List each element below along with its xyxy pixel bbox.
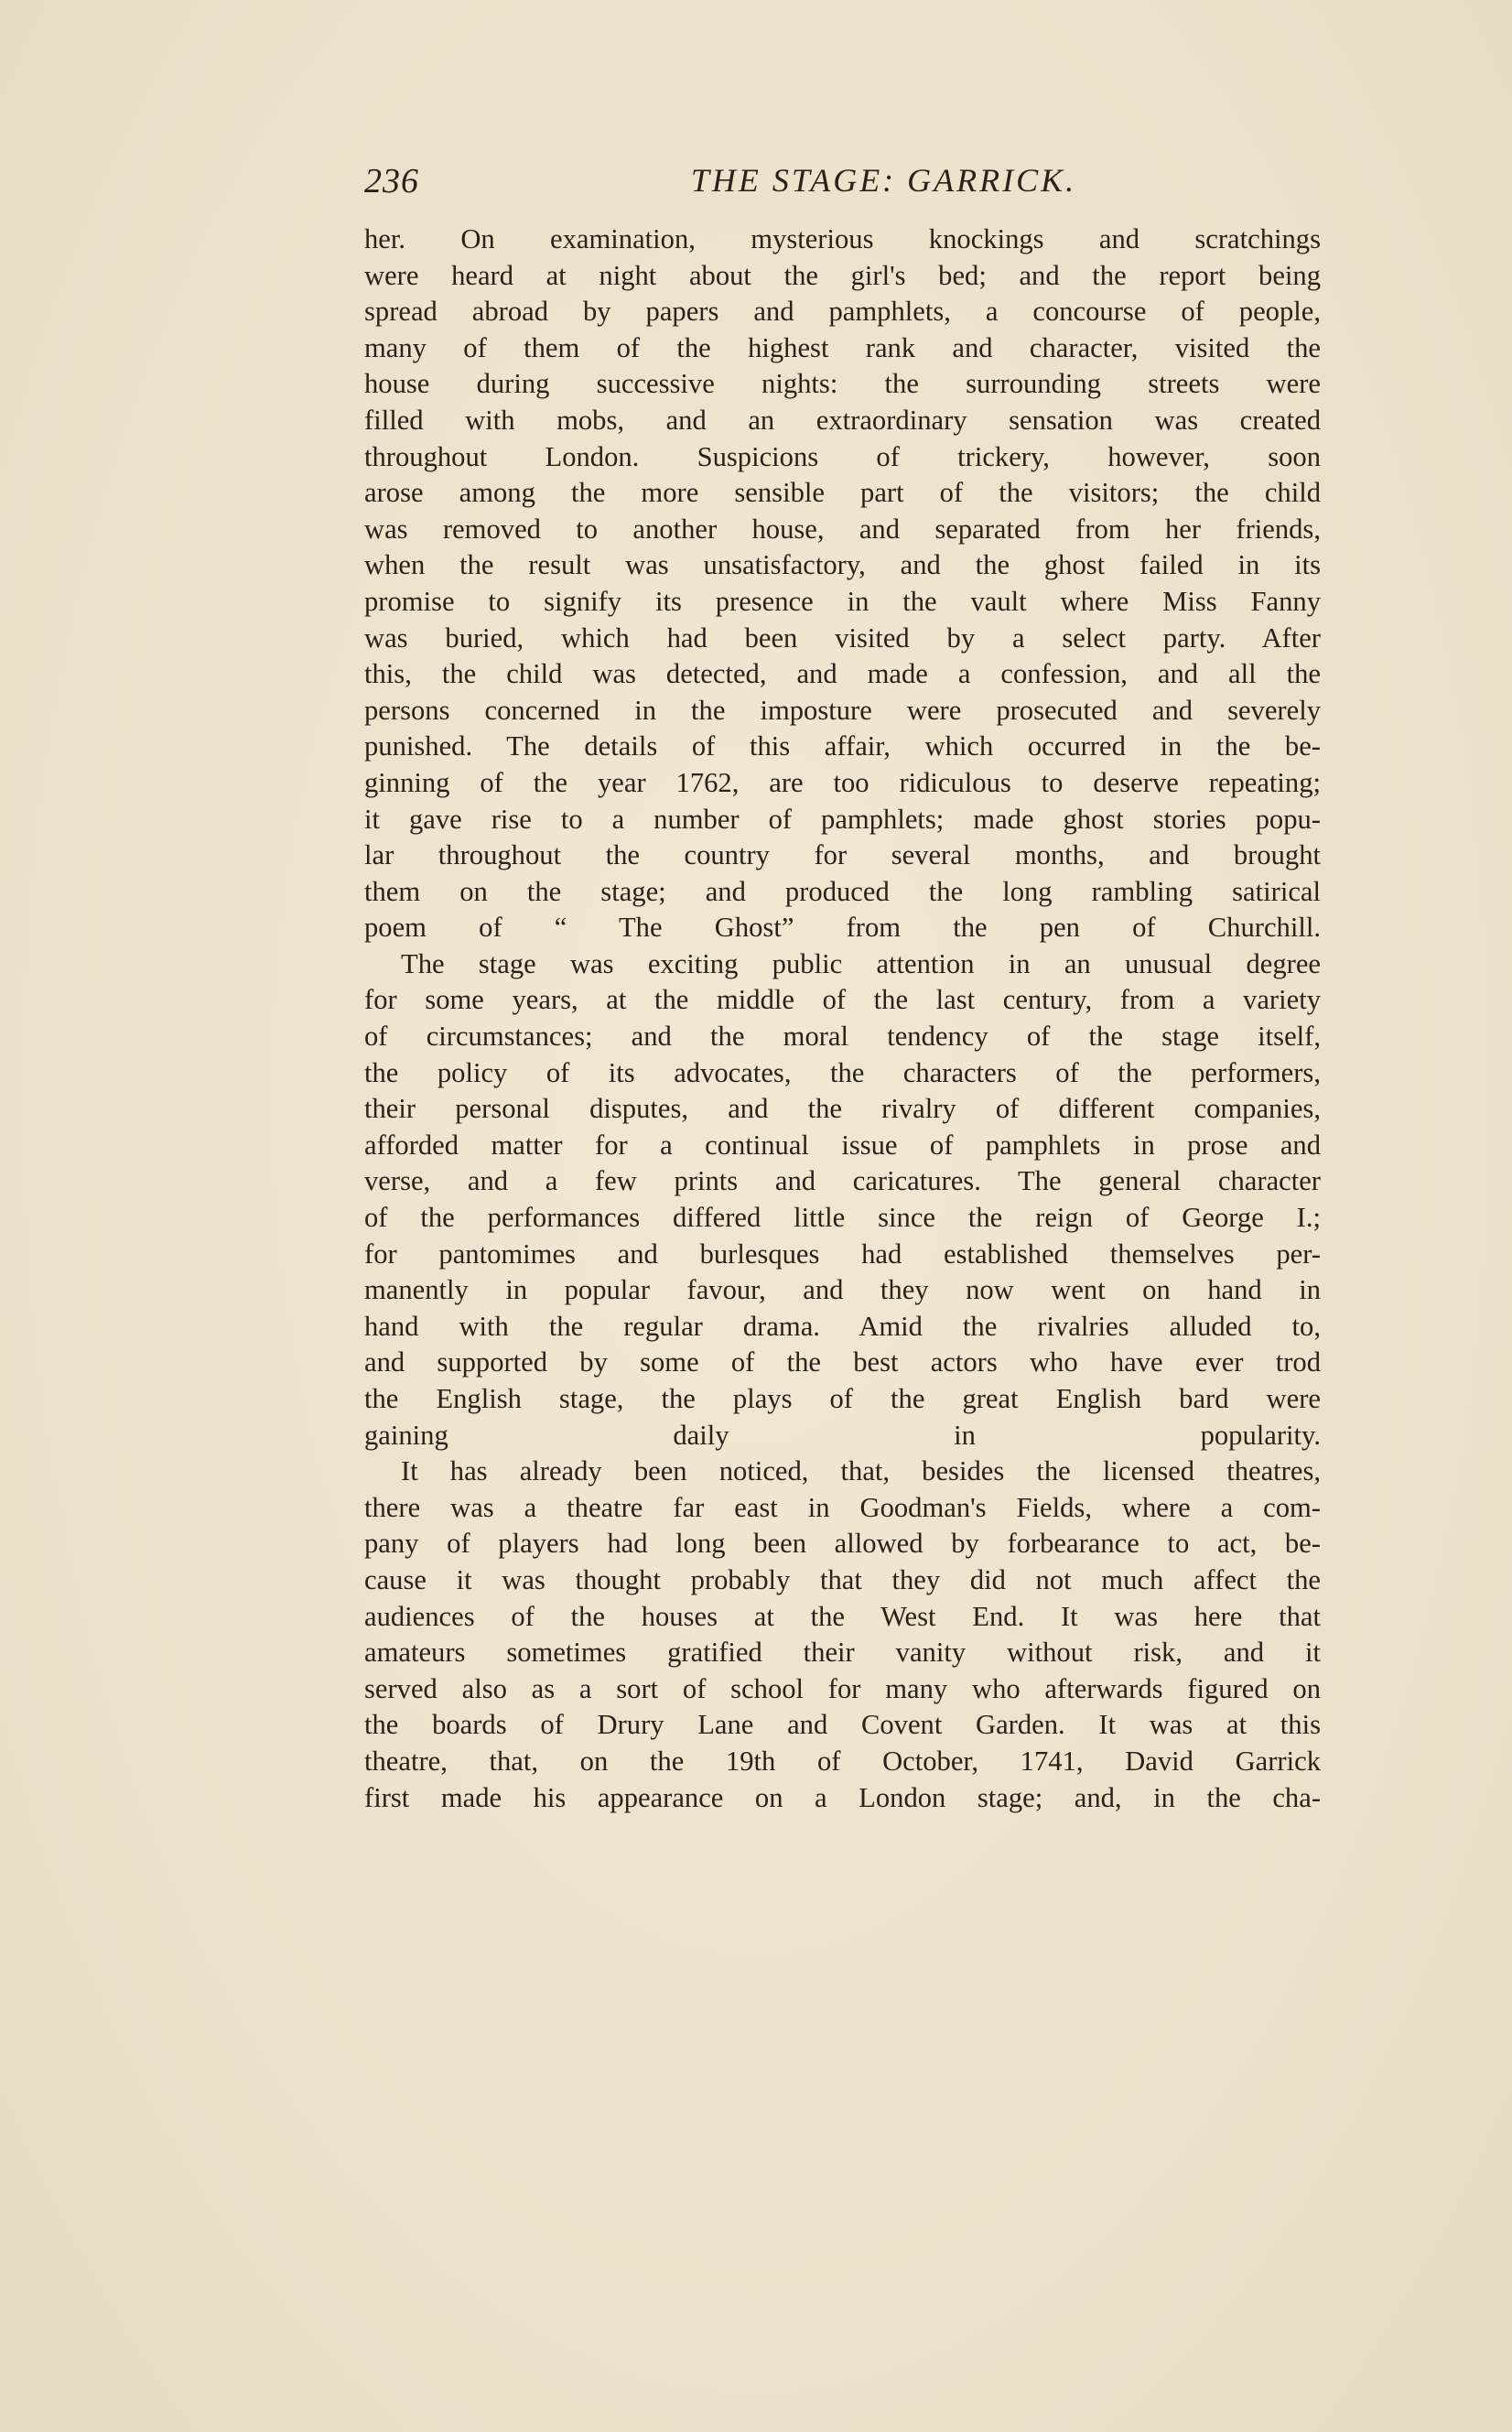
text-line: The stage was exciting public attention in an unusual degree	[401, 947, 1321, 979]
text-line: it gave rise to a number of pamphlets; made ghost stories popu-	[364, 803, 1321, 835]
text-line: the policy of its advocates, the characters of the performers,	[364, 1056, 1321, 1088]
text-line: gaining daily in popularity.	[364, 1419, 1321, 1451]
text-line: this, the child was detected, and made a confession, and all the	[364, 658, 1321, 690]
paragraph-2	[364, 946, 1321, 1454]
text-line: the boards of Drury Lane and Covent Garden. It was at this	[364, 1709, 1321, 1741]
paragraph-3	[364, 1454, 1321, 1816]
text-line: when the result was unsatisfactory, and the ghost failed in its	[364, 549, 1321, 581]
text-line: persons concerned in the imposture were prosecuted and severely	[364, 694, 1321, 726]
text-line: was buried, which had been visited by a select party. After	[364, 622, 1321, 654]
text-line: theatre, that, on the 19th of October, 1741, David Garrick	[364, 1745, 1321, 1777]
text-line: house during successive nights: the surrounding streets were	[364, 368, 1321, 400]
text-line: the English stage, the plays of the great English bard were	[364, 1383, 1321, 1414]
text-line: amateurs sometimes gratified their vanity without risk, and it	[364, 1637, 1321, 1669]
text-line: many of them of the highest rank and character, visited the	[364, 331, 1321, 363]
text-line: filled with mobs, and an extraordinary sensation was created	[364, 404, 1321, 436]
text-line: audiences of the houses at the West End. It was here that	[364, 1600, 1321, 1632]
paragraph-1	[364, 222, 1321, 946]
text-line: poem of “ The Ghost” from the pen of Churchill.	[364, 912, 1321, 944]
text-line: for some years, at the middle of the last century, from a variety	[364, 984, 1321, 1016]
text-line: of the performances differed little since the reign of George I.;	[364, 1202, 1321, 1234]
text-line: manently in popular favour, and they now went on hand in	[364, 1274, 1321, 1306]
text-line: promise to signify its presence in the vault where Miss Fanny	[364, 585, 1321, 617]
text-line: arose among the more sensible part of the visitors; the child	[364, 477, 1321, 509]
text-line: afforded matter for a continual issue of pamphlets in prose and	[364, 1129, 1321, 1161]
text-line: lar throughout the country for several months, and brought	[364, 839, 1321, 871]
running-title: THE STAGE: GARRICK.	[690, 162, 1077, 199]
text-line: and supported by some of the best actors who have ever trod	[364, 1346, 1321, 1378]
text-line: spread abroad by papers and pamphlets, a concourse of people,	[364, 296, 1321, 328]
text-line: hand with the regular drama. Amid the rivalries alluded to,	[364, 1310, 1321, 1342]
text-line: of circumstances; and the moral tendency of the stage itself,	[364, 1021, 1321, 1053]
text-line: their personal disputes, and the rivalry of different companies,	[364, 1093, 1321, 1125]
text-line: first made his appearance on a London stage; and, in the cha-	[364, 1781, 1321, 1813]
running-head	[364, 161, 1321, 207]
text-line: pany of players had long been allowed by forbearance to act, be-	[364, 1528, 1321, 1560]
text-line: served also as a sort of school for many who afterwards figured on	[364, 1672, 1321, 1704]
page-number: 236	[364, 162, 419, 200]
text-line: her. On examination, mysterious knockings and scratchings	[364, 223, 1321, 254]
text-line: was removed to another house, and separated from her friends,	[364, 513, 1321, 545]
text-line: throughout London. Suspicions of trickery, however, soon	[364, 440, 1321, 472]
text-line: for pantomimes and burlesques had established themselves per-	[364, 1238, 1321, 1270]
body-text	[364, 222, 1321, 1816]
text-line: there was a theatre far east in Goodman's Fields, where a com-	[364, 1491, 1321, 1523]
text-line: were heard at night about the girl's bed; and the report being	[364, 259, 1321, 291]
text-line: them on the stage; and produced the long rambling satirical	[364, 875, 1321, 907]
text-line: punished. The details of this affair, which occurred in the be-	[364, 730, 1321, 762]
text-line: It has already been noticed, that, besides the licensed theatres,	[401, 1455, 1321, 1487]
text-line: ginning of the year 1762, are too ridiculous to deserve repeating;	[364, 766, 1321, 798]
text-line: cause it was thought probably that they did not much affect the	[364, 1563, 1321, 1595]
text-line: verse, and a few prints and caricatures. The general character	[364, 1165, 1321, 1197]
